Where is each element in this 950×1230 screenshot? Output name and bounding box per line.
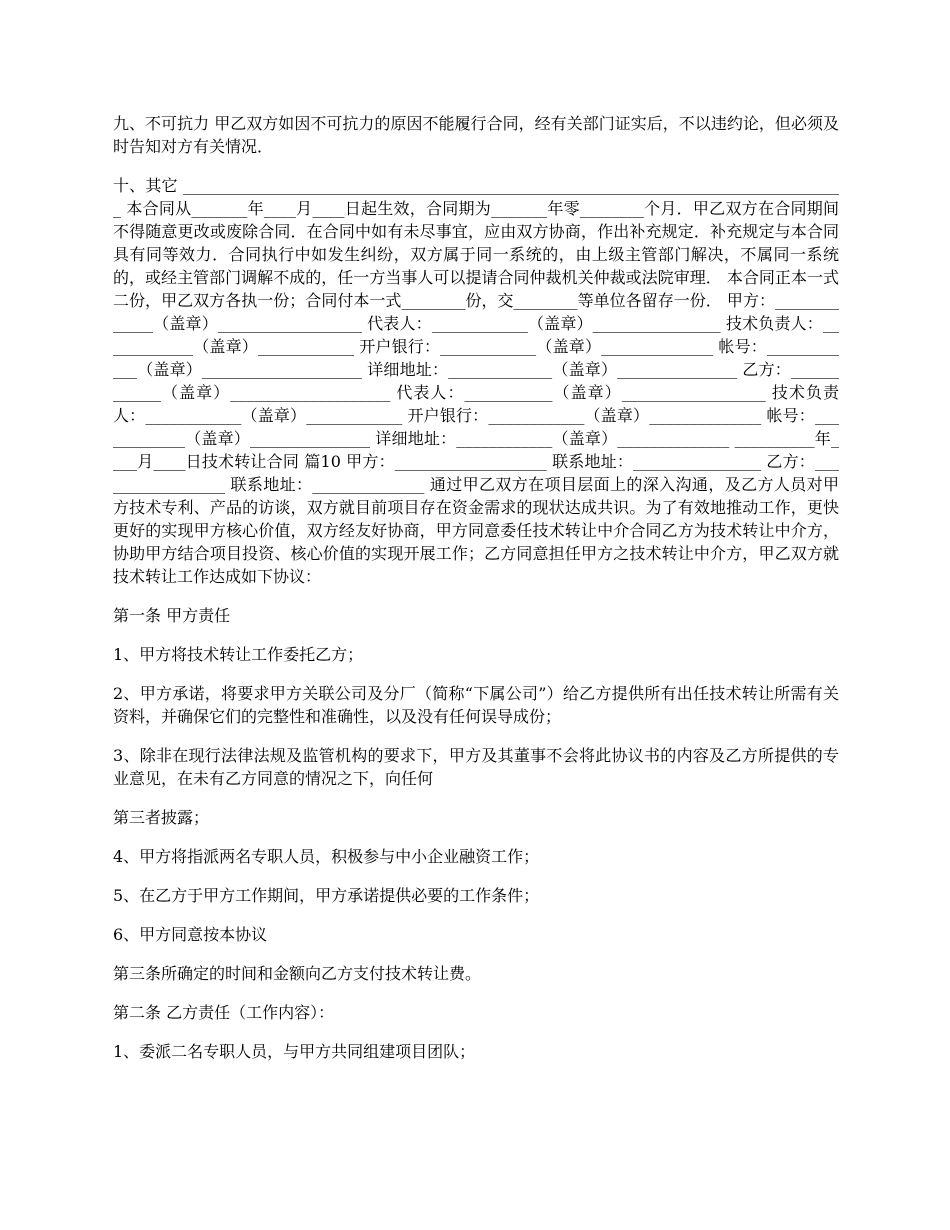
article-1-item-2: 2、甲方承诺，将要求甲方关联公司及分厂（简称“下属公司”）给乙方提供所有出任技术转让所需有关资料，并确保它们的完整性和准确性，以及没有任何误导成份； — [113, 684, 839, 726]
article-1-item-3-continued: 第三者披露； — [113, 808, 210, 827]
document-page — [113, 112, 839, 1079]
article-1-heading: 第一条 甲方责任 — [113, 606, 231, 625]
clause-force-majeure: 九、不可抗力 甲乙双方如因不可抗力的原因不能履行合同，经有关部门证实后，不以违约论，但必须及时告知对方有关情况． — [113, 114, 839, 156]
article-1-item-5: 5、在乙方于甲方工作期间，甲方承诺提供必要的工作条件； — [113, 886, 540, 905]
clause-other-and-signatures: 十、其它 ___________________________________________________________________________________ 本合同从_______年____月____日起生效，合同期为_______年零________个月．甲乙双方在合同期间不得随意更改或废除合同．在合同中如有未尽事宜，应由双方协商，作出补充规定．补充规定与本合同具有同等效力．合同执行中如发生纠纷，双方属于同一系统的，由上级主管部门解决，不属同一系统的，或经主管部门调解不成的，任一方当事人可以提请合同仲裁机关仲裁或法院审理． 本合同正本一式二份，甲乙双方各执一份；合同付本一式________份，交________等单位各留存一份． 甲方：_____________（盖章）__________________ 代表人：____________（盖章）________________ 技术负责人：____________（盖章）____________ 开户银行：____________（盖章）______________ 帐号：____________（盖章）____________________ 详细地址：_____________（盖章）_______________ 乙方：____________（盖章）____________________ 代表人：___________（盖章）__________________ 技术负责人：____________（盖章）____________ 开户银行：____________（盖章）______________ 帐号：____________（盖章）_______________ 详细地址：____________（盖章）______________ __________年____月____日技术转让合同 篇10 甲方：___________________ 联系地址：________________ 乙方：_________________ 联系地址：______________ 通过甲乙双方在项目层面上的深入沟通，及乙方人员对甲方技术专利、产品的访谈，双方就目前项目存在资金需求的现状达成共识。为了有效地推动工作，更快更好的实现甲方核心价值，双方经友好协商，甲方同意委任技术转让中介合同乙方为技术转让中介方，协助甲方结合项目投资、核心价值的实现开展工作；乙方同意担任甲方之技术转让中介方，甲乙双方就技术转让工作达成如下协议： — [113, 176, 839, 586]
article-1-item-3: 3、除非在现行法律法规及监管机构的要求下，甲方及其董事不会将此协议书的内容及乙方所提供的专业意见，在未有乙方同意的情况之下，向任何 — [113, 746, 839, 788]
article-2-item-1: 1、委派二名专职人员，与甲方共同组建项目团队； — [113, 1042, 476, 1061]
article-1-item-6: 6、甲方同意按本协议 — [113, 925, 268, 944]
article-1-item-4: 4、甲方将指派两名专职人员，积极参与中小企业融资工作； — [113, 847, 540, 866]
article-2-heading: 第二条 乙方责任（工作内容）： — [113, 1003, 335, 1022]
article-1-item-6-continued: 第三条所确定的时间和金额向乙方支付技术转让费。 — [113, 964, 482, 983]
article-1-item-1: 1、甲方将技术转让工作委托乙方； — [113, 645, 364, 664]
